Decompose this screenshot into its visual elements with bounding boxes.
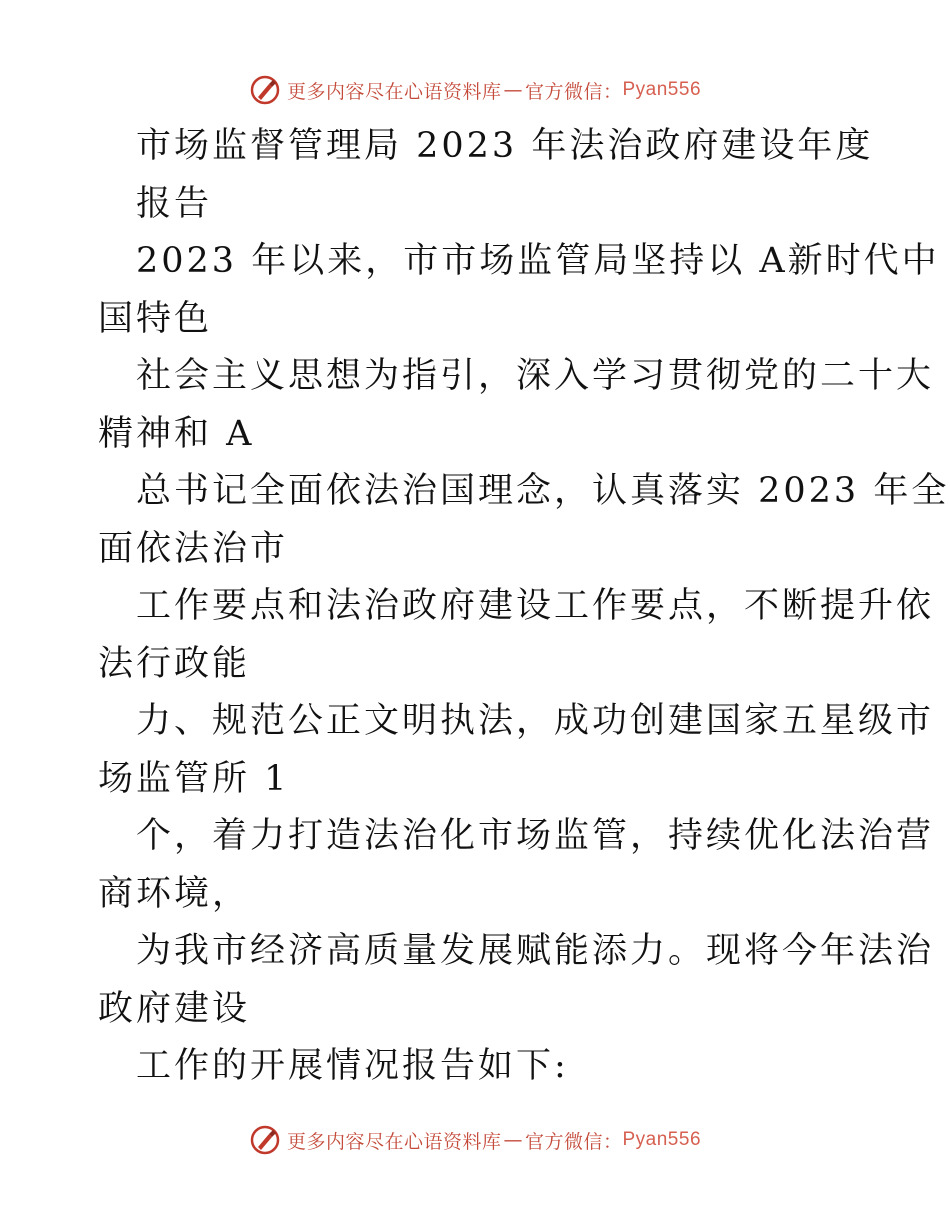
document-line: 力、规范公正文明执法，成功创建国家五星级市 bbox=[136, 701, 935, 741]
document-line: 面依法治市 bbox=[98, 528, 289, 569]
document-line: 2023 年以来，市市场监管局坚持以 A新时代中 bbox=[136, 241, 940, 281]
watermark-wechat-id: Pyan556 bbox=[622, 79, 702, 100]
document-line: 报告 bbox=[136, 183, 213, 224]
watermark-dash: — bbox=[503, 79, 523, 101]
document-line: 政府建设 bbox=[98, 988, 251, 1029]
watermark-wechat-id: Pyan556 bbox=[622, 1129, 702, 1150]
watermark-text: 更多内容尽在心语资料库 bbox=[286, 80, 502, 103]
watermark-header bbox=[0, 70, 950, 110]
document-body bbox=[98, 118, 950, 1096]
document-line: 个，着力打造法治化市场监管，持续优化法治营 bbox=[136, 816, 935, 856]
document-line: 社会主义思想为指引，深入学习贯彻党的二十大 bbox=[136, 356, 935, 396]
watermark-footer bbox=[0, 1120, 950, 1160]
document-line: 为我市经济高质量发展赋能添力。现将今年法治 bbox=[136, 931, 935, 971]
pen-logo-icon bbox=[249, 74, 281, 106]
document-line: 商环境， bbox=[98, 873, 251, 914]
document-line: 工作要点和法治政府建设工作要点，不断提升依 bbox=[136, 586, 935, 626]
watermark-dash: — bbox=[503, 1129, 523, 1151]
pen-logo-icon bbox=[249, 1124, 281, 1156]
document-line: 市场监督管理局 2023 年法治政府建设年度 bbox=[136, 126, 874, 166]
watermark-wechat-label: 官方微信： bbox=[524, 80, 623, 103]
watermark-wechat-label: 官方微信： bbox=[524, 1130, 623, 1153]
document-line: 国特色 bbox=[98, 298, 213, 339]
document-line: 法行政能 bbox=[98, 643, 251, 684]
document-line: 工作的开展情况报告如下: bbox=[136, 1046, 569, 1086]
document-line: 总书记全面依法治国理念，认真落实 2023 年全 bbox=[136, 471, 950, 511]
watermark-text: 更多内容尽在心语资料库 bbox=[286, 1130, 502, 1153]
document-line: 精神和 A bbox=[98, 413, 255, 454]
document-line: 场监管所 1 bbox=[98, 758, 290, 799]
